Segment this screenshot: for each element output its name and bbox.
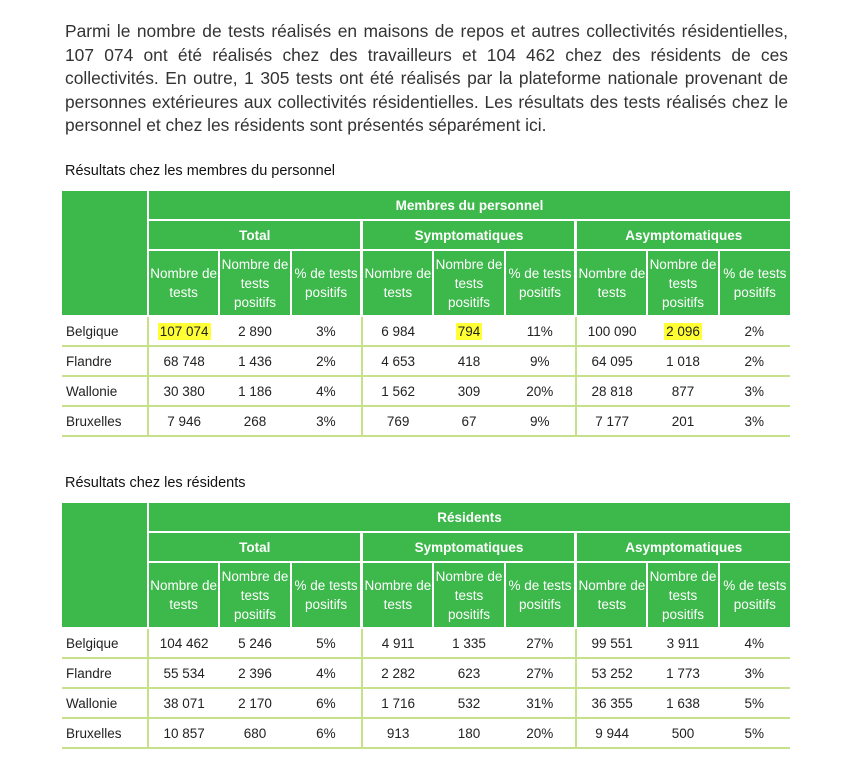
staff-table-title: Membres du personnel [148,191,790,220]
region-label: Belgique [62,316,148,346]
table-cell: 500 [647,718,718,748]
table-cell: 30 380 [148,376,219,406]
region-label: Flandre [62,658,148,688]
table-cell: 64 095 [576,346,647,376]
table-cell: 9 944 [576,718,647,748]
table-cell: 2 170 [219,688,290,718]
table-cell: 27% [505,658,576,688]
col-header-nombre: Nombre de tests [148,250,219,316]
table-cell: 913 [362,718,433,748]
table-cell: 1 773 [647,658,718,688]
table-cell: 3% [291,406,362,436]
table-cell: 2 396 [219,658,290,688]
table-cell: 11% [505,316,576,346]
col-header-nombre: Nombre de tests [362,250,433,316]
table-cell: 3% [719,406,790,436]
table-cell: 1 638 [647,688,718,718]
group-header-symptomatic: Symptomatiques [362,220,576,250]
highlighted-value: 107 074 [159,323,209,339]
table-cell: 27% [505,628,576,658]
highlighted-value: 794 [457,323,481,339]
table-row [62,718,790,748]
residents-results-table [62,503,790,749]
table-row [62,346,790,376]
table-cell: 9% [505,346,576,376]
col-header-pct: % de tests positifs [291,562,362,628]
table-cell: 68 748 [148,346,219,376]
table-cell: 2% [719,316,790,346]
residents-table-caption: Résultats chez les résidents [65,475,246,491]
table-row [62,658,790,688]
table-cell: 67 [433,406,504,436]
table-cell: 532 [433,688,504,718]
table-cell: 1 436 [219,346,290,376]
table-cell: 4 653 [362,346,433,376]
col-header-nombre: Nombre de tests [576,562,647,628]
table-cell: 418 [433,346,504,376]
table-cell: 877 [647,376,718,406]
group-header-total: Total [148,220,362,250]
table-cell: 201 [647,406,718,436]
table-cell: 2% [291,346,362,376]
table-row [62,688,790,718]
table-cell: 5 246 [219,628,290,658]
header-blank-cell [62,191,148,316]
staff-results-table [62,191,790,437]
group-header-symptomatic: Symptomatiques [362,532,576,562]
region-label: Flandre [62,346,148,376]
table-cell: 20% [505,718,576,748]
table-cell: 7 177 [576,406,647,436]
region-label: Bruxelles [62,406,148,436]
col-header-pct: % de tests positifs [505,250,576,316]
table-cell: 53 252 [576,658,647,688]
col-header-nombre: Nombre de tests [148,562,219,628]
table-cell: 7 946 [148,406,219,436]
table-cell: 100 090 [576,316,647,346]
col-header-positifs: Nombre de tests positifs [219,562,290,628]
col-header-pct: % de tests positifs [719,250,790,316]
table-cell: 5% [719,718,790,748]
table-cell: 268 [219,406,290,436]
col-header-positifs: Nombre de tests positifs [433,562,504,628]
table-cell: 5% [719,688,790,718]
table-cell [647,316,718,346]
group-header-asymptomatic: Asymptomatiques [576,220,790,250]
residents-table-title: Résidents [148,503,790,532]
col-header-nombre: Nombre de tests [576,250,647,316]
group-header-total: Total [148,532,362,562]
table-cell: 4 911 [362,628,433,658]
staff-table-caption: Résultats chez les membres du personnel [65,163,335,179]
table-cell: 4% [291,658,362,688]
table-row [62,316,790,346]
table-cell: 38 071 [148,688,219,718]
table-cell: 3% [719,376,790,406]
region-label: Wallonie [62,376,148,406]
table-cell: 4% [291,376,362,406]
table-cell: 31% [505,688,576,718]
table-cell [433,316,504,346]
table-cell: 180 [433,718,504,748]
table-cell: 1 018 [647,346,718,376]
table-cell: 99 551 [576,628,647,658]
col-header-positifs: Nombre de tests positifs [219,250,290,316]
table-cell: 104 462 [148,628,219,658]
intro-paragraph: Parmi le nombre de tests réalisés en maisons de repos et autres collectivités résidentielles, 107 074 ont été réalisés chez des travailleurs et 104 462 chez des résidents de ces collectivités. En outre, 1 305 tests ont été réalisés par la plateforme nationale provenant de personnes extérieures aux collectivités résidentielles. Les résultats des tests réalisés chez le personnel et chez les résidents sont présentés séparément ici. [65,21,788,135]
table-cell: 36 355 [576,688,647,718]
table-cell: 3 911 [647,628,718,658]
table-cell: 1 562 [362,376,433,406]
table-cell: 55 534 [148,658,219,688]
table-cell: 3% [719,658,790,688]
col-header-positifs: Nombre de tests positifs [433,250,504,316]
table-cell: 769 [362,406,433,436]
col-header-pct: % de tests positifs [291,250,362,316]
header-blank-cell [62,503,148,628]
table-cell: 680 [219,718,290,748]
table-row [62,406,790,436]
table-cell: 623 [433,658,504,688]
table-row [62,376,790,406]
region-label: Wallonie [62,688,148,718]
table-cell: 28 818 [576,376,647,406]
table-cell: 1 716 [362,688,433,718]
table-cell: 3% [291,316,362,346]
table-cell: 1 335 [433,628,504,658]
group-header-asymptomatic: Asymptomatiques [576,532,790,562]
table-row [62,628,790,658]
table-cell: 2% [719,346,790,376]
col-header-nombre: Nombre de tests [362,562,433,628]
col-header-pct: % de tests positifs [719,562,790,628]
table-cell: 5% [291,628,362,658]
table-cell: 9% [505,406,576,436]
col-header-positifs: Nombre de tests positifs [647,562,718,628]
table-cell: 4% [719,628,790,658]
table-cell: 10 857 [148,718,219,748]
col-header-pct: % de tests positifs [505,562,576,628]
table-cell: 6% [291,688,362,718]
table-cell [148,316,219,346]
region-label: Belgique [62,628,148,658]
table-cell: 2 890 [219,316,290,346]
table-cell: 2 282 [362,658,433,688]
region-label: Bruxelles [62,718,148,748]
highlighted-value: 2 096 [666,323,700,339]
table-cell: 309 [433,376,504,406]
table-cell: 6 984 [362,316,433,346]
col-header-positifs: Nombre de tests positifs [647,250,718,316]
table-cell: 20% [505,376,576,406]
table-cell: 1 186 [219,376,290,406]
table-cell: 6% [291,718,362,748]
